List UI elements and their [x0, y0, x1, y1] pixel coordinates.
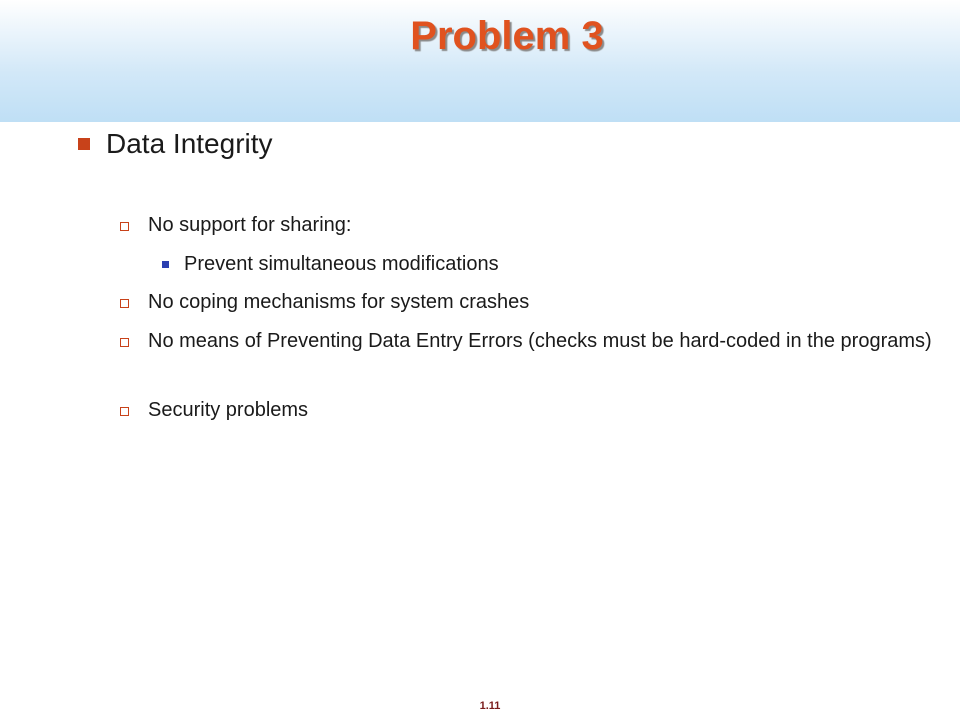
list-item-text: No support for sharing: — [148, 214, 352, 236]
square-bullet-icon — [78, 138, 90, 150]
heading-bullet-data-integrity — [78, 128, 273, 159]
slide-number: 1.11 — [479, 700, 501, 712]
hollow-square-bullet-icon — [120, 299, 129, 308]
heading-text: Data Integrity — [106, 128, 273, 159]
hollow-square-bullet-icon — [120, 338, 129, 347]
list-item-text: Prevent simultaneous modifications — [184, 253, 499, 275]
list-item-text: No means of Preventing Data Entry Errors (checks must be hard-coded in the programs) — [148, 330, 932, 352]
hollow-square-bullet-icon — [120, 407, 129, 416]
hollow-square-bullet-icon — [120, 222, 129, 231]
slide-title: Problem 3 — [410, 14, 604, 58]
filled-square-bullet-icon — [162, 261, 169, 268]
list-item-text: No coping mechanisms for system crashes — [148, 291, 530, 313]
list-item-text: Security problems — [148, 399, 309, 421]
